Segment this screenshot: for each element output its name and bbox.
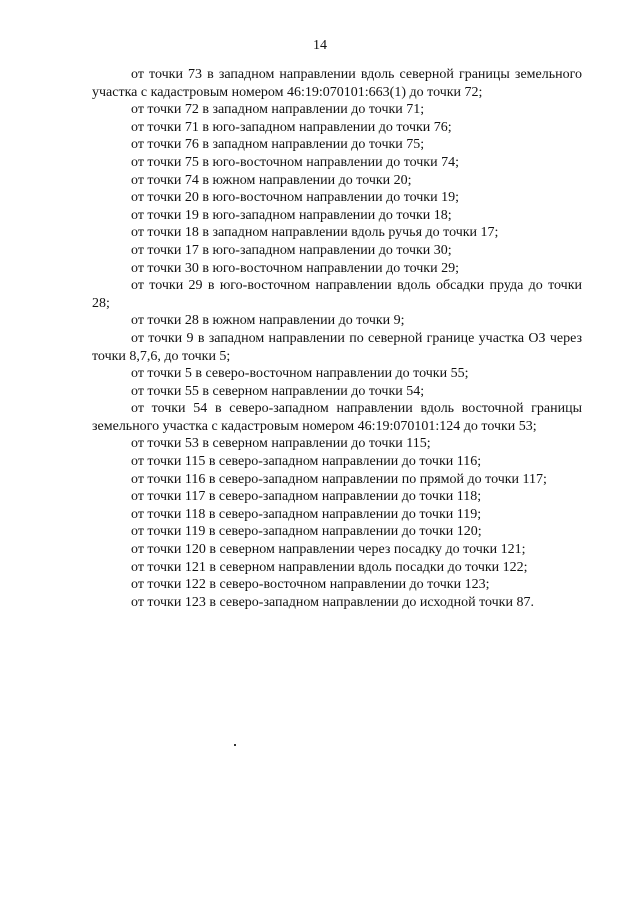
paragraph: от точки 9 в западном направлении по северной границе участка ОЗ через точки 8,7,6, до точки 5;: [92, 330, 582, 364]
paragraph: от точки 19 в юго-западном направлении до точки 18;: [131, 207, 452, 223]
paragraph: от точки 29 в юго-восточном направлении вдоль обсадки пруда до точки 28;: [92, 278, 582, 311]
paragraph: от точки 55 в северном направлении до точки 54;: [131, 383, 425, 399]
paragraph: от точки 120 в северном направлении через посадку до точки 121;: [131, 542, 526, 558]
paragraph: от точки 117 в северо-западном направлении до точки 118;: [131, 489, 482, 505]
paragraph: от точки 119 в северо-западном направлении до точки 120;: [131, 524, 482, 540]
paragraph: от точки 20 в юго-восточном направлении до точки 19;: [131, 190, 459, 206]
scan-speck: [234, 744, 236, 746]
page-number: 14: [313, 38, 327, 53]
paragraph: от точки 30 в юго-восточном направлении до точки 29;: [131, 260, 459, 276]
paragraph: от точки 53 в северном направлении до точки 115;: [131, 436, 431, 452]
paragraph: от точки 121 в северном направлении вдоль посадки до точки 122;: [131, 559, 528, 575]
paragraph: от точки 122 в северо-восточном направлении до точки 123;: [131, 577, 490, 593]
paragraph: от точки 54 в северо-западном направлении вдоль восточной границы земельного участка с кадастровым номером 46:19:070101:124 до точки 53;: [92, 401, 582, 434]
paragraph: от точки 73 в западном направлении вдоль северной границы земельного участка с кадастровым номером 46:19:070101:663(1) до точки 72;: [92, 67, 582, 100]
paragraph: от точки 118 в северо-западном направлении до точки 119;: [131, 506, 482, 522]
paragraph: от точки 75 в юго-восточном направлении до точки 74;: [131, 154, 459, 170]
paragraph: от точки 123 в северо-западном направлении до исходной точки 87.: [131, 594, 534, 610]
paragraph: от точки 115 в северо-западном направлении до точки 116;: [131, 454, 482, 470]
paragraph: от точки 71 в юго-западном направлении до точки 76;: [131, 119, 452, 135]
paragraph: от точки 5 в северо-восточном направлении до точки 55;: [131, 366, 469, 382]
paragraph: от точки 18 в западном направлении вдоль ручья до точки 17;: [131, 225, 499, 241]
paragraph: от точки 74 в южном направлении до точки 20;: [131, 172, 412, 188]
paragraph: от точки 17 в юго-западном направлении до точки 30;: [131, 242, 452, 258]
paragraph: от точки 76 в западном направлении до точки 75;: [131, 137, 425, 153]
paragraph: от точки 72 в западном направлении до точки 71;: [131, 102, 425, 118]
paragraph: от точки 28 в южном направлении до точки 9;: [131, 313, 405, 329]
boundary-description: [92, 66, 582, 611]
paragraph: от точки 116 в северо-западном направлении по прямой до точки 117;: [131, 471, 547, 487]
